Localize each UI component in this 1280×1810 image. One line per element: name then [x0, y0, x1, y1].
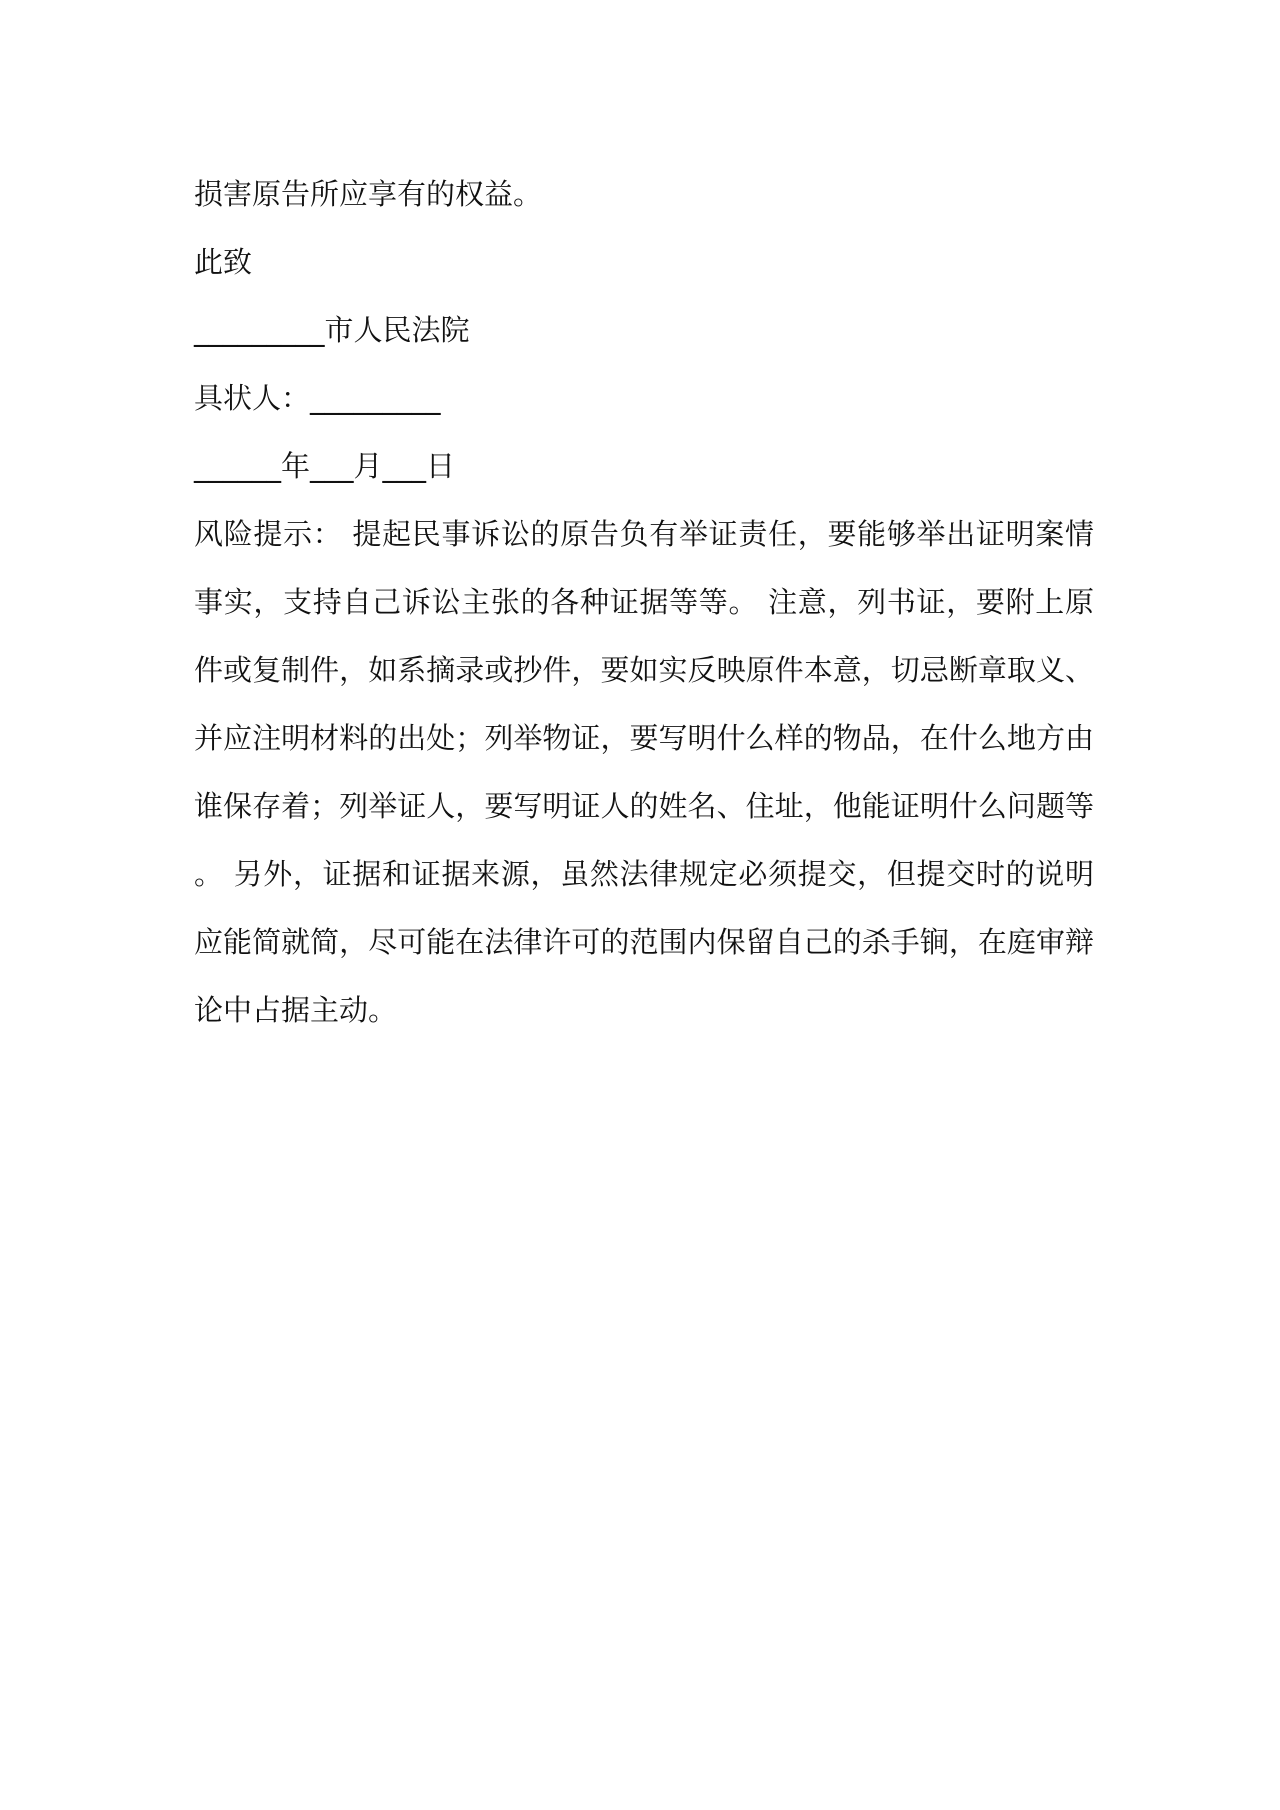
- date-line: ______年___月___日: [194, 449, 456, 483]
- text-line-rights: 损害原告所应享有的权益。: [194, 177, 543, 211]
- risk-notice-paragraph: 风险提示： 提起民事诉讼的原告负有举证责任，要能够举出证明案情事实，支持自己诉讼主张的各种证据等等。 注意，列书证，要附上原件或复制件，如系摘录或抄件，要如实反映原件本意，切忌断章取义、并应注明材料的出处；列举物证，要写明什么样的物品，在什么地方由谁保存着；列举证人，要写明证人的姓名、住址，他能证明什么问题等。 另外，证据和证据来源，虽然法律规定必须提交，但提交时的说明应能简就简，尽可能在法律许可的范围内保留自己的杀手锏，在庭审辩论中占据主动。: [194, 517, 1094, 1027]
- plaintiff-signature-line: 具状人：_________: [194, 381, 441, 415]
- salutation: 此致: [194, 245, 253, 279]
- court-line: _________市人民法院: [194, 313, 470, 347]
- document-body: [194, 160, 1094, 1044]
